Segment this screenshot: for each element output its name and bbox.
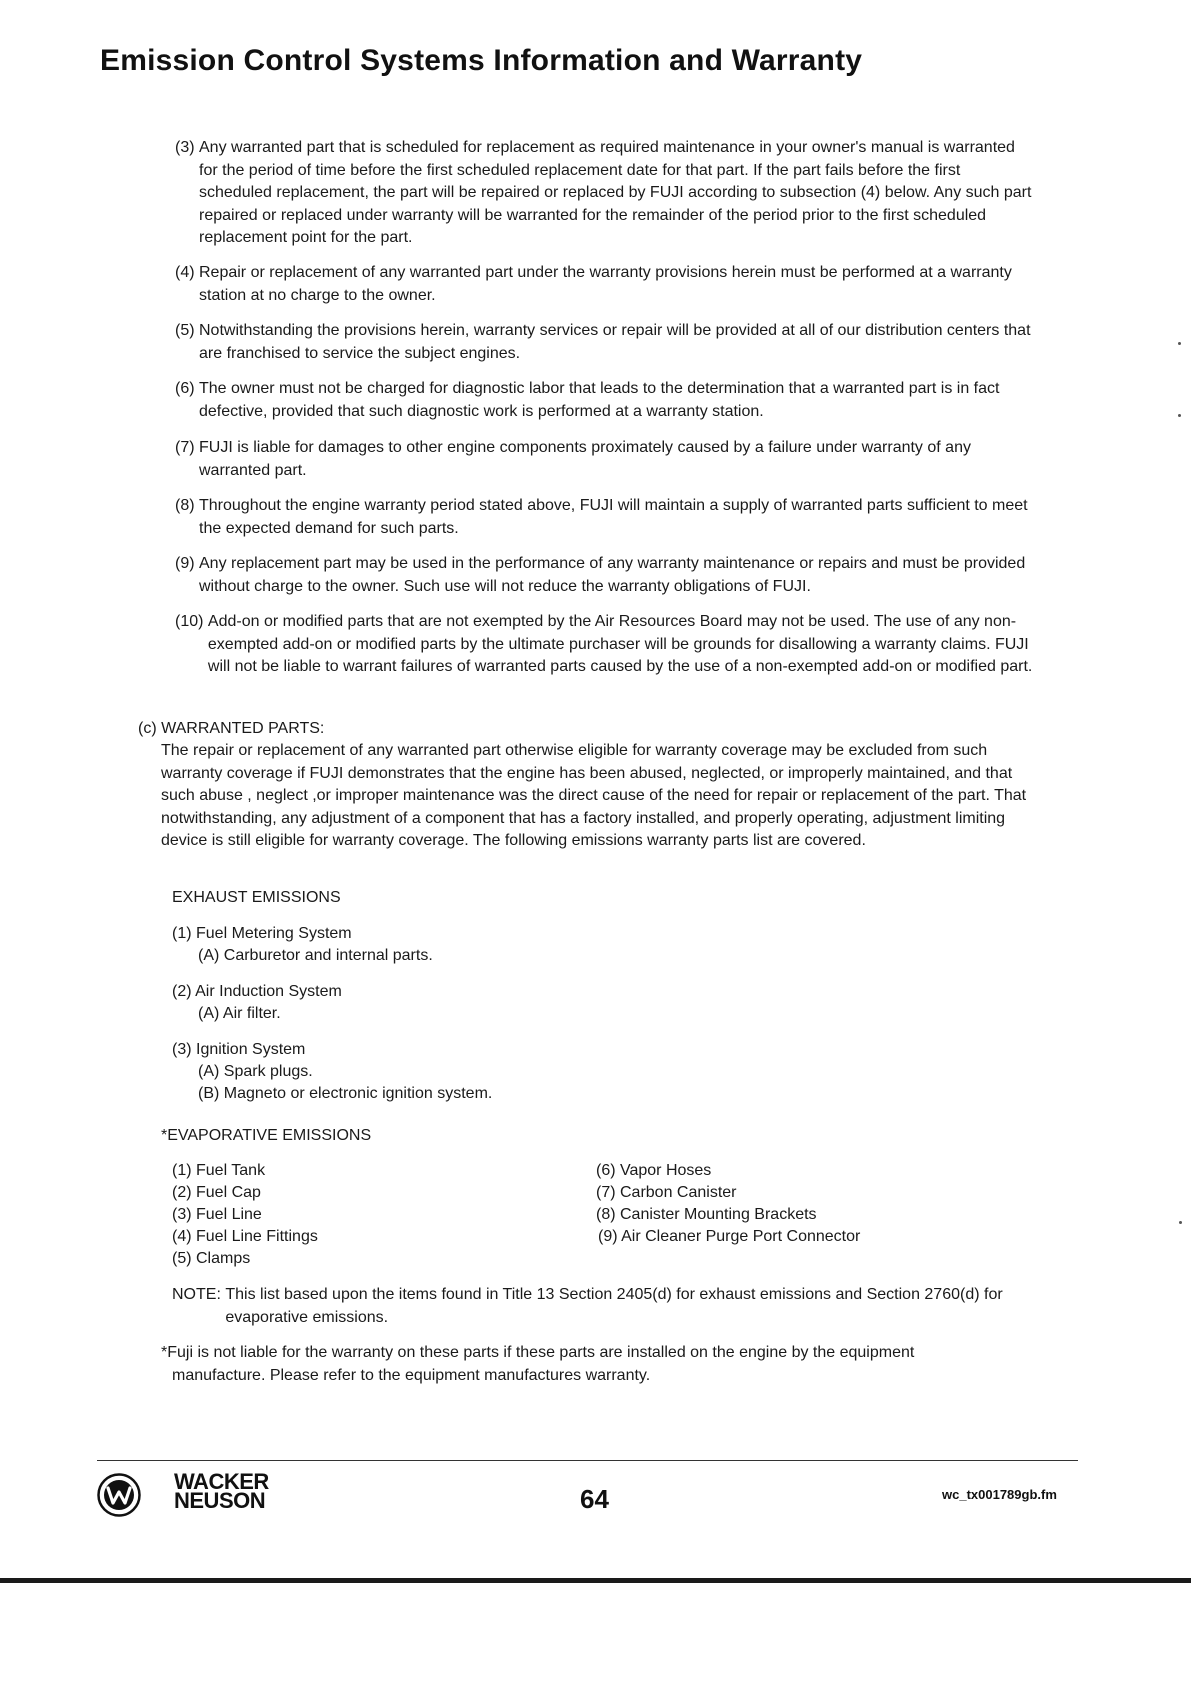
scan-speck bbox=[1178, 414, 1181, 417]
exhaust-part-2a: (A) Air filter. bbox=[198, 1005, 281, 1022]
evap-item: (7) Carbon Canister bbox=[596, 1184, 737, 1201]
item-number: (8) bbox=[175, 497, 199, 514]
item-number: (3) bbox=[175, 139, 199, 156]
item-number: (6) bbox=[175, 380, 199, 397]
section-c-heading: (c) WARRANTED PARTS: bbox=[138, 720, 325, 737]
warranty-item-4 bbox=[175, 262, 1035, 307]
note-label: NOTE: bbox=[172, 1286, 226, 1303]
page-number: 64 bbox=[580, 1484, 609, 1514]
document-id: wc_tx001789gb.fm bbox=[942, 1487, 1057, 1502]
item-number: (9) bbox=[175, 555, 199, 572]
warranty-item-7 bbox=[175, 437, 1035, 482]
footer-divider bbox=[97, 1460, 1078, 1461]
item-number: (10) bbox=[175, 613, 208, 630]
evap-item: (9) Air Cleaner Purge Port Connector bbox=[598, 1228, 861, 1245]
warranty-item-9 bbox=[175, 553, 1035, 598]
evaporative-heading: *EVAPORATIVE EMISSIONS bbox=[161, 1127, 372, 1144]
item-number: (7) bbox=[175, 439, 199, 456]
item-number: (5) bbox=[175, 322, 199, 339]
page-title: Emission Control Systems Information and Warranty bbox=[100, 44, 863, 77]
exhaust-system-1: (1) Fuel Metering System bbox=[172, 925, 352, 942]
evap-item: (4) Fuel Line Fittings bbox=[172, 1228, 318, 1245]
evap-item: (6) Vapor Hoses bbox=[596, 1162, 712, 1179]
evap-item: (1) Fuel Tank bbox=[172, 1162, 266, 1179]
warranty-item-10 bbox=[175, 611, 1035, 679]
disclaimer: *Fuji is not liable for the warranty on these parts if these parts are installed on the engine by the equipment manufacture. Please refer to the equipment manufactures warranty. bbox=[161, 1344, 915, 1384]
scan-edge-bar bbox=[0, 1578, 1191, 1583]
section-c-body: The repair or replacement of any warranted part otherwise eligible for warranty coverage may be excluded from such warranty coverage if FUJI demonstrates that the engine has been abused, neglected, or improperly maintained, and that such abuse , neglect ,or improper maintenance was the direct cause of the need for repair or replacement of the part. That notwithstanding, any adjustment of a component that has a factory installed, and properly operating, adjustment limiting device is still eligible for warranty coverage. The following emissions warranty parts list are covered. bbox=[161, 742, 1027, 849]
warranty-item-3 bbox=[175, 137, 1035, 250]
evap-item: (2) Fuel Cap bbox=[172, 1184, 261, 1201]
item-text: Throughout the engine warranty period stated above, FUJI will maintain a supply of warranted parts sufficient to meet the expected demand for such parts. bbox=[199, 497, 1028, 537]
evap-item: (5) Clamps bbox=[172, 1250, 251, 1267]
item-text: Any replacement part may be used in the performance of any warranty maintenance or repairs and must be provided without charge to the owner. Such use will not reduce the warranty obligations of FUJI. bbox=[199, 555, 1026, 595]
exhaust-part-3b: (B) Magneto or electronic ignition system. bbox=[198, 1085, 493, 1102]
item-text: Any warranted part that is scheduled for replacement as required maintenance in your owner's manual is warranted for the period of time before the first scheduled replacement date for that part. If the part fails before the first scheduled replacement, the part will be repaired or replaced by FUJI according to subsection (4) below. Any such part repaired or replaced under warranty will be warranted for the remainder of the period prior to the first scheduled replacement point for the part. bbox=[199, 139, 1032, 246]
brand-line-2: NEUSON bbox=[174, 1488, 266, 1513]
item-text: Add-on or modified parts that are not exempted by the Air Resources Board may not be used. The use of any non-exempted add-on or modified parts by the ultimate purchaser will be grounds for disallowing a warranty claims. FUJI will not be liable to warrant failures of warranted parts caused by the use of a non-exempted add-on or modified part. bbox=[207, 613, 1033, 675]
item-text: The owner must not be charged for diagnostic labor that leads to the determination that a warranted part is in fact defective, provided that such diagnostic work is performed at a warranty station. bbox=[199, 380, 1000, 420]
brand-name bbox=[174, 1469, 269, 1513]
item-text: Notwithstanding the provisions herein, warranty services or repair will be provided at all of our distribution centers that are franchised to service the subject engines. bbox=[199, 322, 1031, 362]
item-text: FUJI is liable for damages to other engine components proximately caused by a failure under warranty of any warranted part. bbox=[199, 439, 971, 479]
warranty-item-5 bbox=[175, 320, 1035, 365]
brand-line-1: WACKER bbox=[174, 1469, 269, 1494]
warranty-item-8 bbox=[175, 495, 1035, 540]
exhaust-system-2: (2) Air Induction System bbox=[172, 983, 342, 1000]
warranty-item-6 bbox=[175, 378, 1035, 423]
scan-speck bbox=[1179, 1221, 1182, 1224]
exhaust-heading: EXHAUST EMISSIONS bbox=[172, 889, 341, 906]
exhaust-part-1a: (A) Carburetor and internal parts. bbox=[198, 947, 433, 964]
exhaust-system-3: (3) Ignition System bbox=[172, 1041, 306, 1058]
note-text: This list based upon the items found in Title 13 Section 2405(d) for exhaust emissions and Section 2760(d) for evaporative emissions. bbox=[225, 1286, 1003, 1326]
note bbox=[172, 1284, 1042, 1329]
item-number: (4) bbox=[175, 264, 199, 281]
wacker-neuson-logo-icon bbox=[97, 1473, 141, 1517]
item-text: Repair or replacement of any warranted part under the warranty provisions herein must be performed at a warranty station at no charge to the owner. bbox=[199, 264, 1012, 304]
evap-item: (3) Fuel Line bbox=[172, 1206, 262, 1223]
scan-speck bbox=[1178, 342, 1181, 345]
exhaust-part-3a: (A) Spark plugs. bbox=[198, 1063, 313, 1080]
evap-item: (8) Canister Mounting Brackets bbox=[596, 1206, 817, 1223]
